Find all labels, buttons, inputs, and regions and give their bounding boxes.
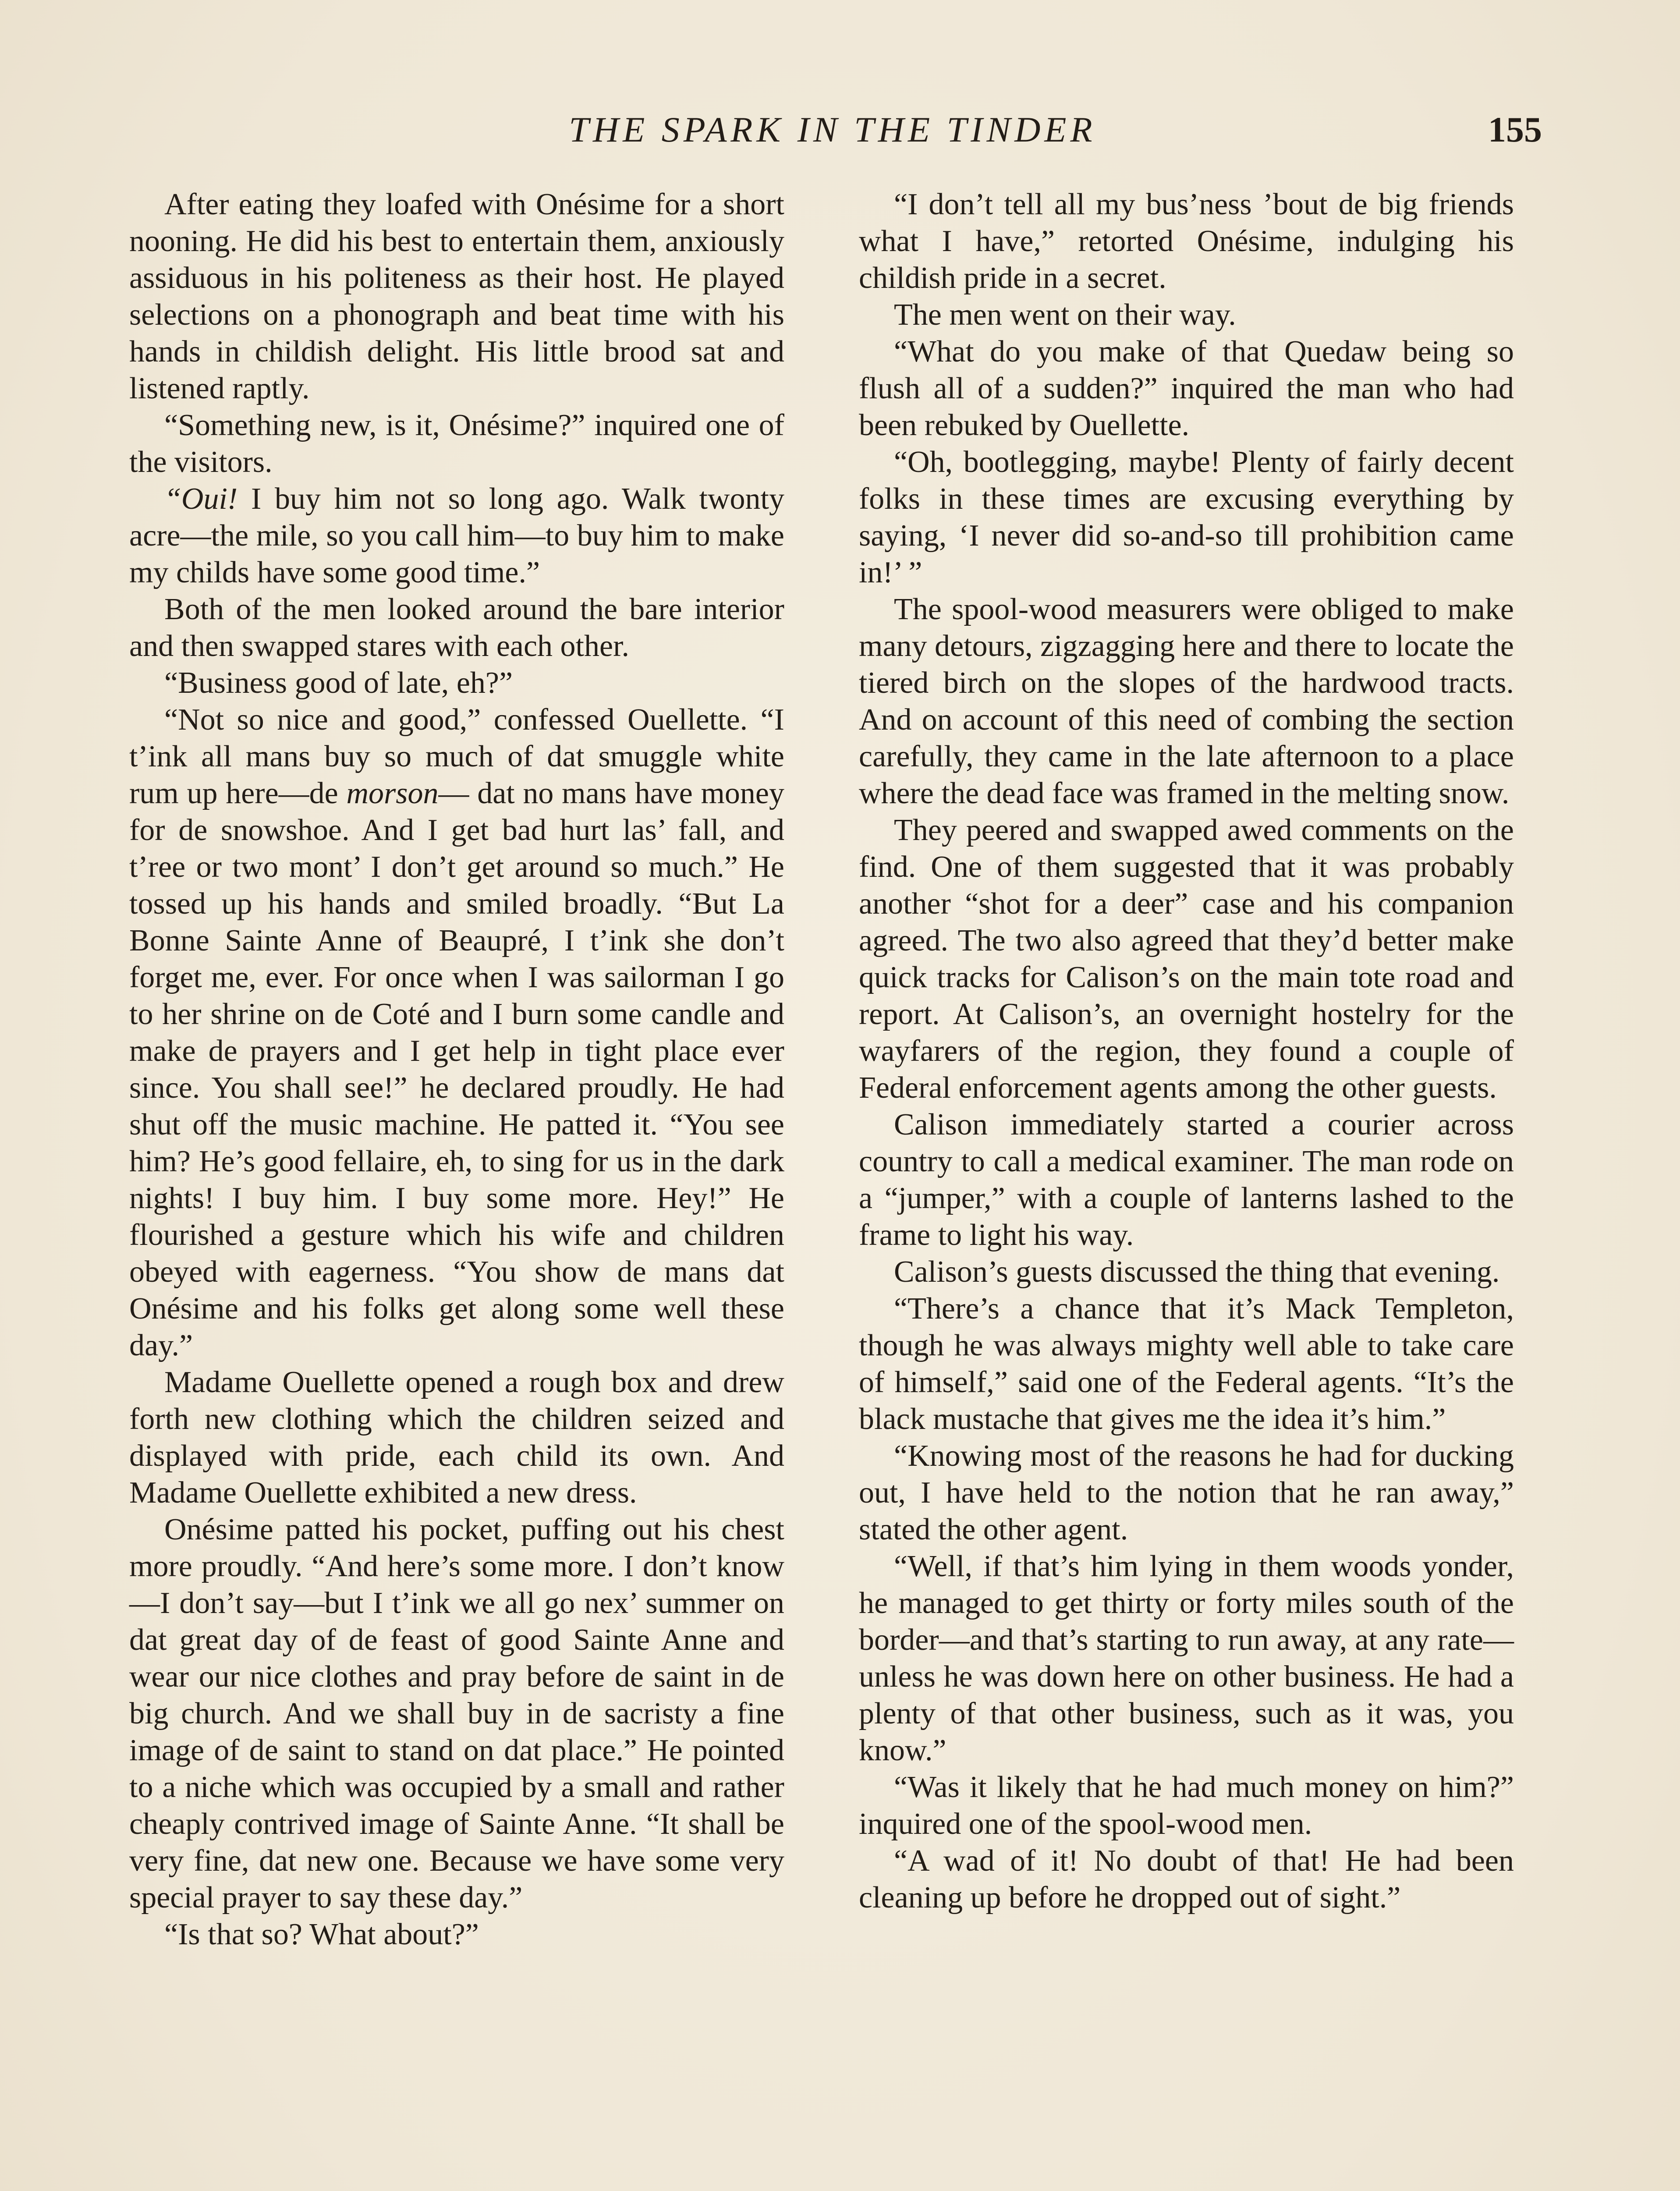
paragraph: They peered and swapped awed comments on the find. One of them suggested that it was probably another “shot for a deer” case and his companion agreed. The two also agreed that they’d better make quick tracks for Calison’s on the main tote road and report. At Calison’s, an overnight hostelry for the wayfarers of the region, they found a couple of Federal enforcement agents among the other guests.	[859, 813, 1514, 1105]
paragraph: “Knowing most of the reasons he had for ducking out, I have held to the notion that he ran away,” stated the other agent.	[859, 1439, 1514, 1546]
italic-text: morson	[346, 776, 439, 810]
paragraph: The spool-wood measurers were obliged to make many detours, zigzagging here and there to locate the tiered birch on the slopes of the hardwood tracts. And on account of this need of combing the section carefully, they came in the late afternoon to a place where the dead face was framed in the melting snow.	[859, 592, 1514, 810]
paragraph: After eating they loafed with Onésime for a short nooning. He did his best to entertain them, anxiously assiduous in his politeness as their host. He played selections on a phonograph and beat time with his hands in childish delight. His little brood sat and listened raptly.	[129, 188, 784, 405]
paragraph: “Well, if that’s him lying in them woods yonder, he managed to get thirty or forty miles south of the border—and that’s starting to run away, at any rate—unless he was down here on other business. He had a plenty of that other business, such as it was, you know.”	[859, 1549, 1514, 1767]
left-column	[129, 186, 784, 1953]
italic-text: “Oui!	[164, 482, 238, 516]
paragraph: “Is that so? What about?”	[164, 1918, 479, 1951]
paragraph: “Oh, bootlegging, maybe! Plenty of fairly decent folks in these times are excusing everything by saying, ‘I never did so-and-so till prohibition came in!’ ”	[859, 445, 1514, 589]
paragraph-text: I buy him not so long ago. Walk twonty acre—the mile, so you call him—to buy him to make my childs have some good time.”	[129, 482, 784, 589]
page-number: 155	[1488, 110, 1542, 149]
paragraph-text: — dat no mans have money for de snowshoe. And I get bad hurt las’ fall, and t’ree or two mont’ I don’t get around so much.” He tossed up his hands and smiled broadly. “But La Bonne Sainte Anne of Beaupré, I t’ink she don’t forget me, ever. For once when I was sailorman I go to her shrine on de Coté and I burn some candle and make de prayers and I get help in tight place ever since. You shall see!” he declared proudly. He had shut off the music machine. He patted it. “You see him? He’s good fellaire, eh, to sing for us in the dark nights! I buy him. I buy some more. Hey!” He flourished a gesture which his wife and children obeyed with eagerness. “You show de mans dat Onésime and his folks get along some well these day.”	[129, 776, 785, 1362]
paragraph	[129, 481, 784, 591]
paragraph: “Was it likely that he had much money on him?” inquired one of the spool-wood men.	[859, 1770, 1514, 1841]
paragraph: “I don’t tell all my bus’ness ’bout de big friends what I have,” retorted Onésime, indulging his childish pride in a secret.	[859, 188, 1514, 295]
paragraph: “Something new, is it, Onésime?” inquired one of the visitors.	[129, 408, 784, 479]
paragraph-text: “Not so nice and good,” confessed Ouellette. “I t’ink all mans buy so much of dat smuggle white rum up here—de	[129, 703, 784, 810]
paragraph: Both of the men looked around the bare interior and then swapped stares with each other.	[129, 592, 784, 663]
paragraph: “There’s a chance that it’s Mack Templeton, though he was always mighty well able to take care of himself,” said one of the Federal agents. “It’s the black mustache that gives me the idea it’s him.”	[859, 1292, 1514, 1436]
running-title: THE SPARK IN THE TINDER	[569, 110, 1096, 149]
paragraph: Calison immediately started a courier across country to call a medical examiner. The man rode on a “jumper,” with a couple of lanterns lashed to the frame to light his way.	[859, 1108, 1514, 1252]
paragraph: Onésime patted his pocket, puffing out his chest more proudly. “And here’s some more. I don’t know—I don’t say—but I t’ink we all go nex’ summer on dat great day of de feast of good Sainte Anne and wear our nice clothes and pray before de saint in de big church. And we shall buy in de sacristy a fine image of de saint to stand on dat place.” He pointed to a niche which was occupied by a small and rather cheaply contrived image of Sainte Anne. “It shall be very fine, dat new one. Because we have some very special prayer to say these day.”	[129, 1513, 784, 1914]
paragraph: “Business good of late, eh?”	[164, 666, 513, 700]
right-column	[859, 186, 1514, 1916]
paragraph: “What do you make of that Quedaw being so flush all of a sudden?” inquired the man who had been rebuked by Ouellette.	[859, 335, 1514, 442]
paragraph: The men went on their way.	[894, 298, 1236, 332]
paragraph	[129, 702, 784, 1364]
paragraph: Madame Ouellette opened a rough box and drew forth new clothing which the children seized and displayed with pride, each child its own. And Madame Ouellette exhibited a new dress.	[129, 1365, 784, 1510]
paragraph: Calison’s guests discussed the thing that evening.	[894, 1255, 1500, 1289]
paragraph: “A wad of it! No doubt of that! He had been cleaning up before he dropped out of sight.”	[859, 1844, 1514, 1914]
